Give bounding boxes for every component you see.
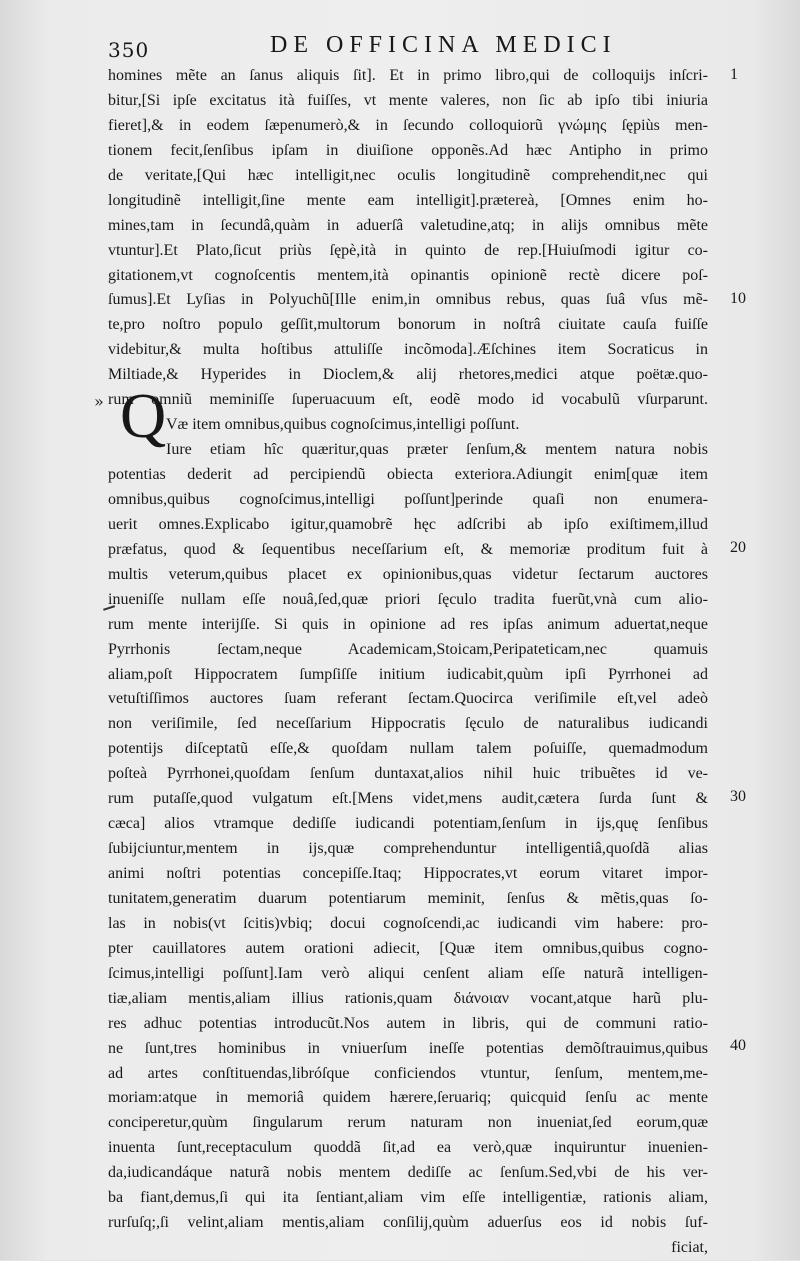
text-line: vtuntur].Et Plato,ſicut priùs ſępè,ità in quinto de rep.[Huiuſmodi igitur co- [108,241,708,259]
text-line: inuenta ſunt,receptaculum quoddã ſit,ad ea verò,quæ inquiruntur inuenien- [108,1139,708,1157]
text-line: homines mẽte an ſanus aliquis ſit]. Et in primo libro,qui de colloquijs inſcri- [108,67,708,84]
paragraph-marker: » [94,392,104,411]
text-line: multis veterum,quibus placet ex opinionibus,quas videtur ſectarum auctores [108,565,708,583]
text-line: cæca] alios vtramque dediſſe iudicandi potentiam,ſenſum in ijs,quę ſenſibus [108,815,708,833]
margin-line-number: 10 [730,290,746,307]
text-line: potentias dederit ad percipiendũ obiecta exteriora.Adiungit enim[quæ item [108,466,708,483]
text-line: rum omniũ meminiſſe ſuperuacuum eſt, eodẽ modo id vocabulũ vſurparunt. [108,391,708,409]
text-line: rum mente interijſſe. Si quis in opinione ad res ipſas animum aduertat,neque [108,615,708,633]
text-line: vetuſtiſſimos auctores ſuam referant ſectam.Quocirca veriſimile eſt,vel adeò [108,690,708,708]
catchword: ficiat, [671,1239,708,1257]
drop-capital: Q [120,380,167,451]
margin-line-number: 20 [730,539,746,556]
text-line: longitudinẽ intelligit,ſine mente eam intelligit].prætereà, [Omnes enim ho- [108,191,708,209]
text-line: animi noſtri potentias concepiſſe.Itaq; Hippocrates,vt eorum vitaret impor- [108,865,708,882]
page-header [0,30,800,64]
text-line: bitur,[Si ipſe excitatus ità fuiſſes, vt mente valeres, non ſic ab ipſo tibi iniuria [108,91,708,109]
margin-line-number: 30 [730,788,746,805]
margin-line-number: 40 [730,1037,746,1054]
text-line: poſteà Pyrrhonei,quoſdam ſenſum duntaxat,alios nihil huic tribuẽtes id ve- [108,765,708,783]
text-line: tionem fecit,ſenſibus ipſam in diuiſione opponẽs.Ad hæc Antipho in primo [108,141,708,159]
text-line: Pyrrhonis ſectam,neque Academicam,Stoicam,Peripateticam,nec quamuis [108,640,708,658]
text-line: gitationem,vt cognoſcentis mentem,ità opinantis opinionẽ rectè dicere poſ- [108,266,708,284]
text-line: pter cauillatores autem orationi adiecit, [Quæ item omnibus,quibus cogno- [108,939,708,957]
text-line: aliam,poſt Hippocratem ſumpſiſſe initium iudicabit,quùm ipſi Pyrrhonei ad [108,665,708,683]
text-line: ne ſunt,tres hominibus in vniuerſum ineſſe potentias demõſtrauimus,quibus [108,1039,708,1057]
text-line: rum putaſſe,quod vulgatum eſt.[Mens videt,mens audit,cætera ſurda ſunt & [108,790,708,808]
text-line: res adhuc potentias introducũt.Nos autem in libris, qui de communi ratio- [108,1014,708,1032]
text-line: mines,tam in ſecundâ,quàm in aduerſâ valetudine,atq; in alijs omnibus mẽte [108,216,708,234]
text-line: rurſuſq;,ſi velint,aliam mentis,aliam conſilij,quùm aduerſus eos id nobis ſuf- [108,1214,708,1232]
text-line: te,pro noſtro populo geſſit,multorum bonorum in noſtrâ ciuitate cauſa fuiſſe [108,316,708,334]
text-line: ba fiant,demus,ſi qui ita ſentiant,aliam vim eſſe intelligentiæ, rationis aliam, [108,1189,708,1207]
text-line: da,iudicandáque naturã nobis mentem dediſſe ac ſenſum.Sed,vbi de his ver- [108,1164,708,1182]
running-head: DE OFFICINA MEDICI [270,32,617,58]
text-line: fieret],& in eodem ſæpenumerò,& in ſecundo colloquiorũ γνώμης ſępiùs men- [108,116,708,134]
text-line: moriam:atque in memoriâ quidem hærere,ſeruariq; quicquid ſenſu ac mente [108,1089,708,1107]
margin-line-number: 1 [730,66,738,83]
text-line: non veriſimile, ſed neceſſarium Hippocratis ſęculo de naturalibus iudicandi [108,715,708,733]
text-line: Væ item omnibus,quibus cognoſcimus,intelligi poſſunt. [166,416,520,434]
text-line: conciperetur,quùm ſingularum rerum naturam non inueniat,ſed eorum,quæ [108,1114,708,1132]
text-line: las in nobis(vt ſcitis)vbiq; docui cognoſcendi,ac iudicandi vim habere: pro- [108,914,708,932]
text-line: tunitatem,generatim duarum potentiarum meminit, ſenſus & mẽtis,quas ſo- [108,889,708,907]
text-line: ad artes conſtituendas,libróſque conficiendos vtuntur, ſenſum, mentem,me- [108,1064,708,1082]
body-text [108,64,708,1261]
text-line: ſumus].Et Lyſias in Polyuchũ[Ille enim,in omnibus rebus, quas ſuâ vſus mẽ- [108,291,708,309]
text-line: Miltiade,& Hyperides in Dioclem,& alij rhetores,medici atque poëtæ.quo- [108,366,708,384]
text-line: ſcimus,intelligi poſſunt].Iam verò aliqui cenſent aliam eſſe naturã intelligen- [108,964,708,982]
text-line: Iure etiam hîc quæritur,quas præter ſenſum,& mentem natura nobis [166,441,708,459]
text-line: uerit omnes.Explicabo igitur,quamobrẽ hęc adſcribi ab ipſo exiſtimem,illud [108,515,708,533]
text-line: ſubijciuntur,mentem in ijs,quæ comprehenduntur intelligentiâ,quoſdã alias [108,840,708,858]
text-line: potentijs diſceptatũ eſſe,& quoſdam nullam talem poſuiſſe, quemadmodum [108,740,708,758]
text-line: de veritate,[Qui hæc intelligit,nec oculis longitudinẽ comprehendit,nec qui [108,166,708,184]
text-line: præfatus, quod & ſequentibus neceſſarium eſt, & memoriæ proditum fuit à [108,540,708,558]
text-line: videbitur,& multa hoſtibus attuliſſe incõmoda].Æſchines item Socraticus in [108,341,708,359]
text-line: inueniſſe nullam eſſe nouâ,ſed,quæ priori ſęculo tradita fuerũt,vnà cum alio- [108,590,708,608]
page-number: 350 [108,38,150,62]
text-line: tiæ,aliam mentis,aliam illius rationis,quam διάνοιαν vocant,atque harũ plu- [108,989,708,1007]
text-line: omnibus,quibus cognoſcimus,intelligi poſſunt]perinde quaſi non enumera- [108,490,708,508]
